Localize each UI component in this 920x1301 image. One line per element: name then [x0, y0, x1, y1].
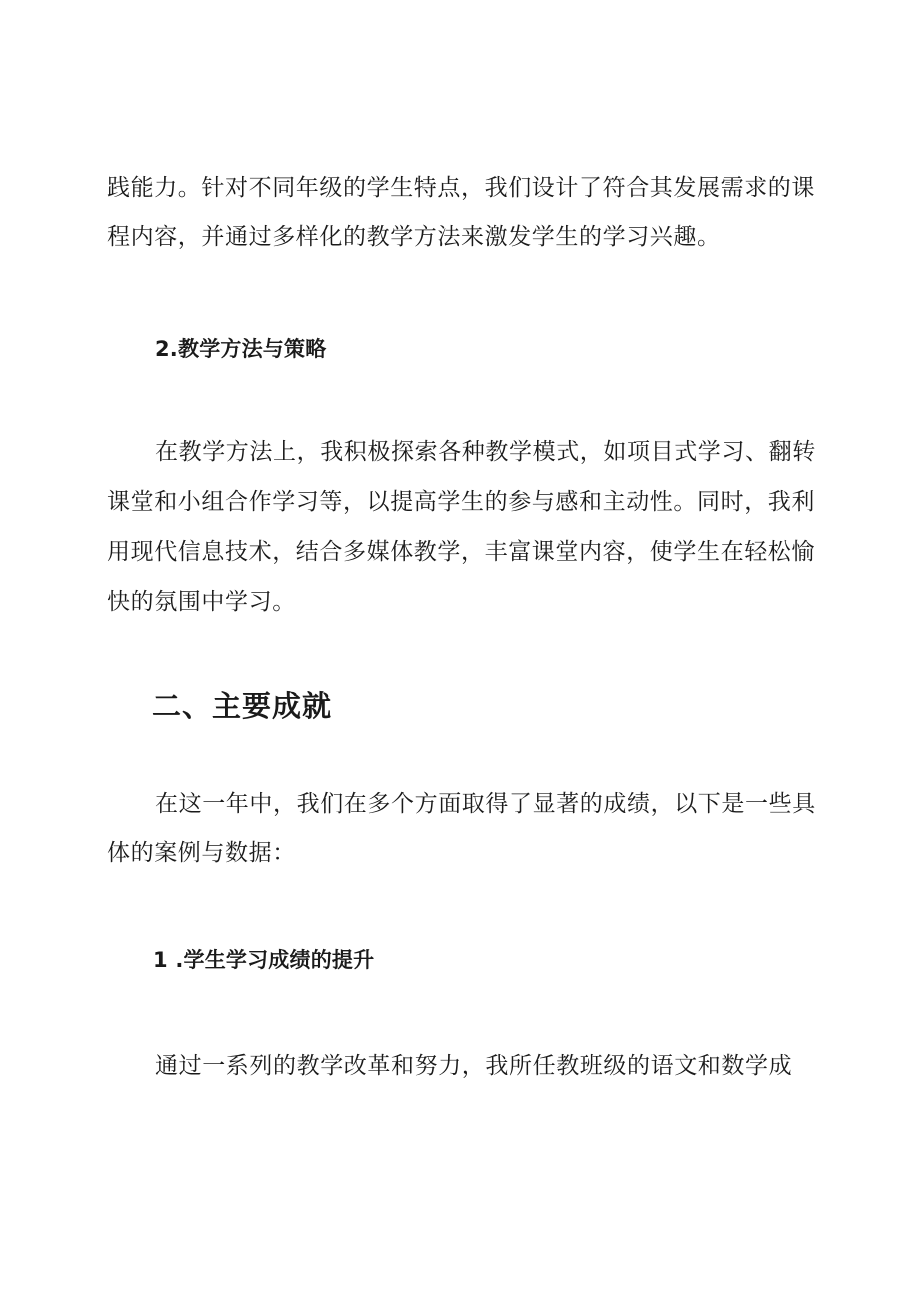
paragraph-line: 快的氛围中学习。	[107, 589, 296, 615]
paragraph-line: 用现代信息技术，结合多媒体教学，丰富课堂内容，使学生在轻松愉	[107, 539, 815, 565]
section-heading-teaching-methods: 2.教学方法与策略	[155, 337, 327, 361]
section-heading-main-achievements: 二、主要成就	[152, 689, 333, 723]
paragraph-line: 课堂和小组合作学习等，以提高学生的参与感和主动性。同时，我利	[107, 489, 815, 515]
paragraph-line: 践能力。针对不同年级的学生特点，我们设计了符合其发展需求的课	[107, 175, 815, 201]
paragraph-line: 通过一系列的教学改革和努力，我所任教班级的语文和数学成	[155, 1053, 793, 1079]
section-heading-student-scores: 1 .学生学习成绩的提升	[153, 948, 375, 972]
paragraph-line: 在这一年中，我们在多个方面取得了显著的成绩，以下是一些具	[155, 791, 816, 817]
paragraph-line: 程内容，并通过多样化的教学方法来激发学生的学习兴趣。	[107, 224, 721, 250]
paragraph-line: 体的案例与数据：	[107, 840, 296, 866]
paragraph-line: 在教学方法上，我积极探索各种教学模式，如项目式学习、翻转	[155, 439, 816, 465]
